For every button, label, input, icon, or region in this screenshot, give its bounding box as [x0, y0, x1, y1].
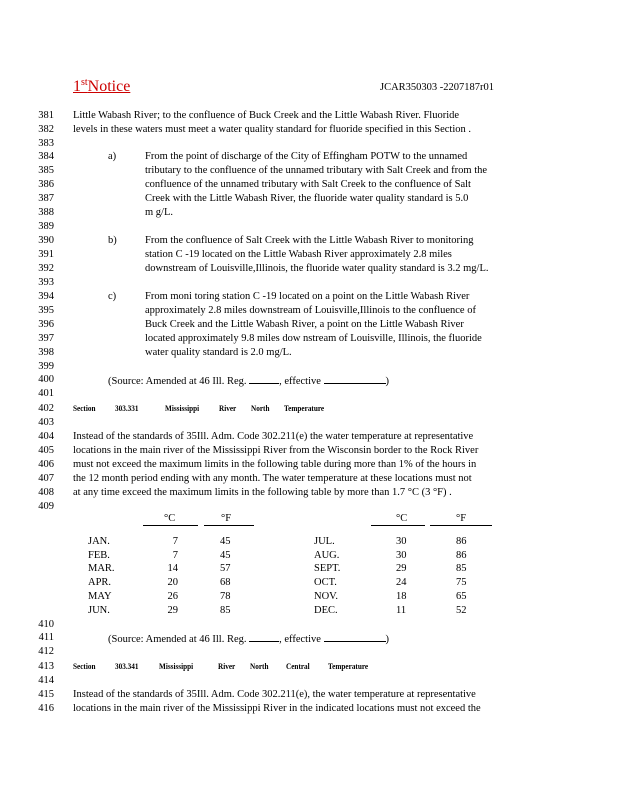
table-cell-month: MAY [88, 590, 112, 602]
table-cell-c: 7 [172, 536, 178, 547]
table-cell-f: 85 [220, 604, 231, 616]
table-cell-c: 18 [396, 590, 407, 602]
line-number: 408 [38, 487, 54, 498]
line-number: 383 [38, 138, 54, 149]
jcar-code: JCAR350303 -2207187r01 [380, 82, 495, 93]
table-cell-f: 86 [456, 549, 467, 561]
table-cell-c: 30 [396, 536, 407, 547]
item-b-line: downstream of Louisville,Illinois, the fluoride water quality standard is 3.2 mg/L. [145, 263, 489, 274]
line-number: 396 [38, 319, 54, 330]
line-number: 392 [38, 263, 54, 274]
line-number: 397 [38, 333, 54, 344]
para-331-line: at any time exceed the maximum limits in the following table by more than 1.7 °C (3 °F) . [73, 487, 452, 498]
source-suffix: ) [385, 634, 390, 645]
para-331-line: Instead of the standards of 35Ill. Adm. Code 302.211(e) the water temperature at representative [73, 431, 474, 442]
reg-blank [249, 374, 279, 384]
line-number: 386 [38, 179, 54, 190]
line-number: 395 [38, 305, 54, 316]
line-number: 413 [38, 661, 54, 672]
effective-blank [324, 374, 386, 384]
line-number: 409 [38, 501, 54, 512]
section-word: Temperature [284, 403, 325, 413]
line-number: 416 [38, 703, 54, 714]
item-a-line: confluence of the unnamed tributary with Salt Creek to the confluence of Salt [145, 179, 471, 190]
table-cell-f: 52 [456, 604, 467, 616]
notice-word: Notice [87, 78, 131, 95]
table-cell-month: DEC. [314, 604, 338, 616]
table-cell-f: 45 [220, 536, 231, 547]
table-cell-f: 78 [220, 590, 231, 602]
table-cell-c: 24 [396, 577, 407, 589]
line-number: 394 [38, 291, 54, 302]
section-id: 303.331 [115, 403, 139, 413]
table-cell-f: 85 [456, 563, 467, 575]
table-cell-month: JUL. [314, 536, 335, 547]
table-left-fahrenheit [220, 535, 231, 617]
line-number: 405 [38, 445, 54, 456]
line-number: 399 [38, 361, 54, 372]
table-cell-month: SEPT. [314, 563, 341, 575]
table-cell-f: 75 [456, 577, 467, 589]
line-number: 414 [38, 675, 54, 686]
table-cell-f: 68 [220, 577, 231, 589]
table-cell-c: 14 [167, 563, 178, 575]
section-label: Section [73, 661, 96, 671]
table-rule [430, 525, 492, 526]
line-number: 412 [38, 646, 54, 657]
line-number: 400 [38, 374, 54, 385]
table-left-months [88, 535, 115, 617]
table-cell-month: MAR. [88, 563, 115, 575]
table-cell-f: 86 [456, 536, 467, 547]
source-note-2 [108, 632, 389, 645]
para-341-line: locations in the main river of the Mississippi River in the indicated locations must not exceed the [73, 703, 481, 714]
section-word: North [251, 403, 270, 413]
table-cell-c: 29 [396, 563, 407, 575]
item-a-line: From the point of discharge of the City of Effingham POTW to the unnamed [145, 151, 468, 162]
table-cell-month: APR. [88, 577, 112, 589]
line-number: 403 [38, 417, 54, 428]
table-cell-month: FEB. [88, 549, 110, 561]
section-word: Central [286, 661, 310, 671]
effective-blank [324, 632, 386, 642]
para-331-line: the 12 month period ending with any month. The water temperature at these locations must not [73, 473, 472, 484]
section-word: River [218, 661, 236, 671]
table-right-months [314, 535, 340, 617]
line-number: 407 [38, 473, 54, 484]
line-number: 398 [38, 347, 54, 358]
para-341-line: Instead of the standards of 35Ill. Adm. Code 302.211(e), the water temperature at representative [73, 689, 476, 700]
table-cell-month: JAN. [88, 536, 110, 547]
line-number: 389 [38, 221, 54, 232]
line-number: 402 [38, 403, 54, 414]
line-number: 391 [38, 249, 54, 260]
intro-line-2: levels in these waters must meet a water quality standard for fluoride specified in this Section . [73, 124, 472, 135]
table-header-c-right: °C [396, 513, 408, 524]
table-cell-c: 20 [167, 577, 178, 589]
table-cell-c: 7 [172, 549, 178, 561]
line-number: 381 [38, 110, 54, 121]
item-c-line: located approximately 9.8 miles dow nstream of Louisville, Illinois, the fluoride [145, 333, 482, 344]
item-a-line: m g/L. [145, 207, 173, 218]
table-rule [143, 525, 198, 526]
line-number: 388 [38, 207, 54, 218]
table-cell-c: 30 [396, 549, 407, 561]
table-cell-month: OCT. [314, 577, 337, 589]
item-b-line: station C -19 located on the Little Wabash River approximately 2.8 miles [145, 249, 452, 260]
item-a-marker: a) [108, 151, 117, 162]
section-label: Section [73, 403, 96, 413]
line-number: 393 [38, 277, 54, 288]
item-a-line: Creek with the Little Wabash River, the fluoride water quality standard is 5.0 [145, 193, 469, 204]
section-id: 303.341 [115, 661, 139, 671]
item-c-line: Buck Creek and the Little Wabash River, a point on the Little Wabash River [145, 319, 464, 330]
line-number: 406 [38, 459, 54, 470]
item-c-line: approximately 2.8 miles downstream of Louisville,Illinois to the confluence of [145, 305, 476, 316]
table-cell-f: 57 [220, 563, 231, 575]
line-number: 385 [38, 165, 54, 176]
item-b-marker: b) [108, 235, 117, 246]
line-number: 411 [38, 632, 54, 643]
notice-title [73, 77, 130, 96]
table-cell-f: 45 [220, 549, 231, 561]
source-prefix: (Source: Amended at 46 Ill. Reg. [108, 376, 247, 387]
section-word: Temperature [328, 661, 369, 671]
table-cell-c: 29 [167, 604, 178, 616]
line-number: 415 [38, 689, 54, 700]
table-left-celsius [160, 535, 178, 617]
notice-number: 1 [73, 78, 81, 95]
table-cell-f: 65 [456, 590, 467, 602]
item-c-line: From moni toring station C -19 located on a point on the Little Wabash River [145, 291, 470, 302]
table-right-celsius [396, 535, 407, 617]
table-header-c-left: °C [164, 513, 176, 524]
source-mid: , effective [279, 634, 321, 645]
source-prefix: (Source: Amended at 46 Ill. Reg. [108, 634, 247, 645]
table-header-f-left: °F [221, 513, 232, 524]
table-right-fahrenheit [456, 535, 467, 617]
line-number: 401 [38, 388, 54, 399]
section-word: Mississippi [159, 661, 194, 671]
table-cell-month: NOV. [314, 590, 339, 602]
para-331-line: must not exceed the maximum limits in the following table during more than 1% of the hours in [73, 459, 477, 470]
item-a-line: tributary to the confluence of the unnamed tributary with Salt Creek and from the [145, 165, 488, 176]
line-number: 390 [38, 235, 54, 246]
section-word: River [219, 403, 237, 413]
line-number: 387 [38, 193, 54, 204]
table-header-f-right: °F [456, 513, 467, 524]
source-mid: , effective [279, 376, 321, 387]
line-number: 410 [38, 619, 54, 630]
line-number: 382 [38, 124, 54, 135]
notice-ordinal: st [81, 77, 88, 88]
reg-blank [249, 632, 279, 642]
section-word: Mississippi [165, 403, 200, 413]
section-word: North [250, 661, 269, 671]
item-c-line: water quality standard is 2.0 mg/L. [145, 347, 292, 358]
table-cell-month: JUN. [88, 604, 110, 616]
line-number: 404 [38, 431, 54, 442]
intro-line-1: Little Wabash River; to the confluence of Buck Creek and the Little Wabash River. Fluoride [73, 110, 460, 121]
table-rule [371, 525, 425, 526]
source-note-1 [108, 374, 389, 387]
table-cell-month: AUG. [314, 549, 340, 561]
item-c-marker: c) [108, 291, 117, 302]
item-b-line: From the confluence of Salt Creek with the Little Wabash River to monitoring [145, 235, 474, 246]
table-cell-c: 11 [396, 604, 407, 616]
para-331-line: locations in the main river of the Mississippi River from the Wisconsin border to the Rock River [73, 445, 479, 456]
line-number: 384 [38, 151, 54, 162]
table-rule [204, 525, 254, 526]
table-cell-c: 26 [167, 590, 178, 602]
source-suffix: ) [385, 376, 390, 387]
